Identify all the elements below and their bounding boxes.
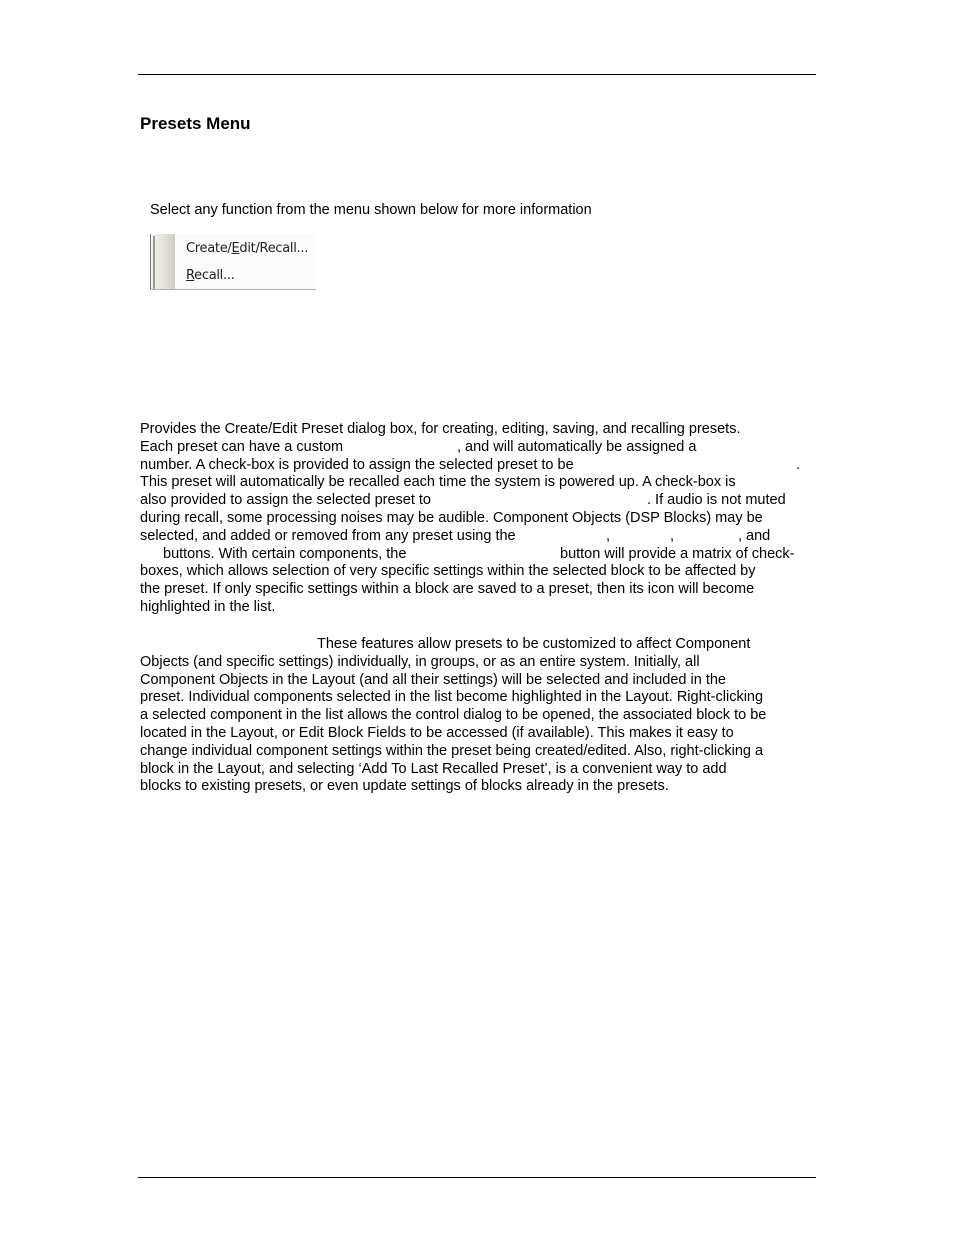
text-line: This preset will automatically be recalled each time the system is powered up. A check-box is <box>140 474 736 491</box>
header-rule <box>138 74 816 75</box>
section-title: Presets Menu <box>140 114 251 133</box>
menu-item-create-edit-recall[interactable]: Create/Edit/Recall... <box>186 241 309 256</box>
text-line: highlighted in the list. <box>140 598 276 615</box>
text-line: during recall, some processing noises may be audible. Component Objects (DSP Blocks) may be <box>140 509 763 526</box>
text-line: preset. Individual components selected in the list become highlighted in the Layout. Right-clicking <box>140 689 764 706</box>
text-line: number. A check-box is provided to assign the selected preset to be . <box>140 456 801 473</box>
text-line: also provided to assign the selected preset to . If audio is not muted <box>140 492 786 509</box>
text-line: located in the Layout, or Edit Block Fields to be accessed (if available). This makes it easy to <box>140 724 734 741</box>
text-line: the preset. If only specific settings within a block are saved to a preset, then its icon will become <box>140 581 755 598</box>
text-line: boxes, which allows selection of very specific settings within the selected block to be affected by <box>140 563 756 580</box>
intro-text: Select any function from the menu shown below for more information <box>150 202 592 218</box>
text-line: a selected component in the list allows the control dialog to be opened, the associated block to be <box>140 707 767 724</box>
footer-rule <box>138 1177 816 1178</box>
text-line: Provides the Create/Edit Preset dialog box, for creating, editing, saving, and recalling presets. <box>140 421 741 437</box>
menu-gutter-edge <box>153 236 155 289</box>
presets-customization-description <box>140 636 820 796</box>
create-edit-description <box>140 421 820 617</box>
menu-item-recall[interactable]: Recall... <box>186 268 235 283</box>
text-line: Component Objects in the Layout (and all their settings) will be selected and included in the <box>140 671 726 688</box>
text-line: buttons. With certain components, the button will provide a matrix of check- <box>163 545 795 562</box>
text-line: change individual component settings within the preset being created/edited. Also, right-clicking a <box>140 742 764 759</box>
text-line: These features allow presets to be customized to affect Component <box>317 636 751 652</box>
text-line: selected, and added or removed from any preset using the , , , and <box>140 527 771 544</box>
text-line: Objects (and specific settings) individually, in groups, or as an entire system. Initially, all <box>140 653 700 670</box>
text-line: blocks to existing presets, or even update settings of blocks already in the presets. <box>140 778 669 795</box>
presets-menu-screenshot <box>150 234 316 290</box>
text-line: Each preset can have a custom , and will automatically be assigned a <box>140 438 697 455</box>
text-line: block in the Layout, and selecting ‘Add To Last Recalled Preset’, is a convenient way to add <box>140 760 727 777</box>
